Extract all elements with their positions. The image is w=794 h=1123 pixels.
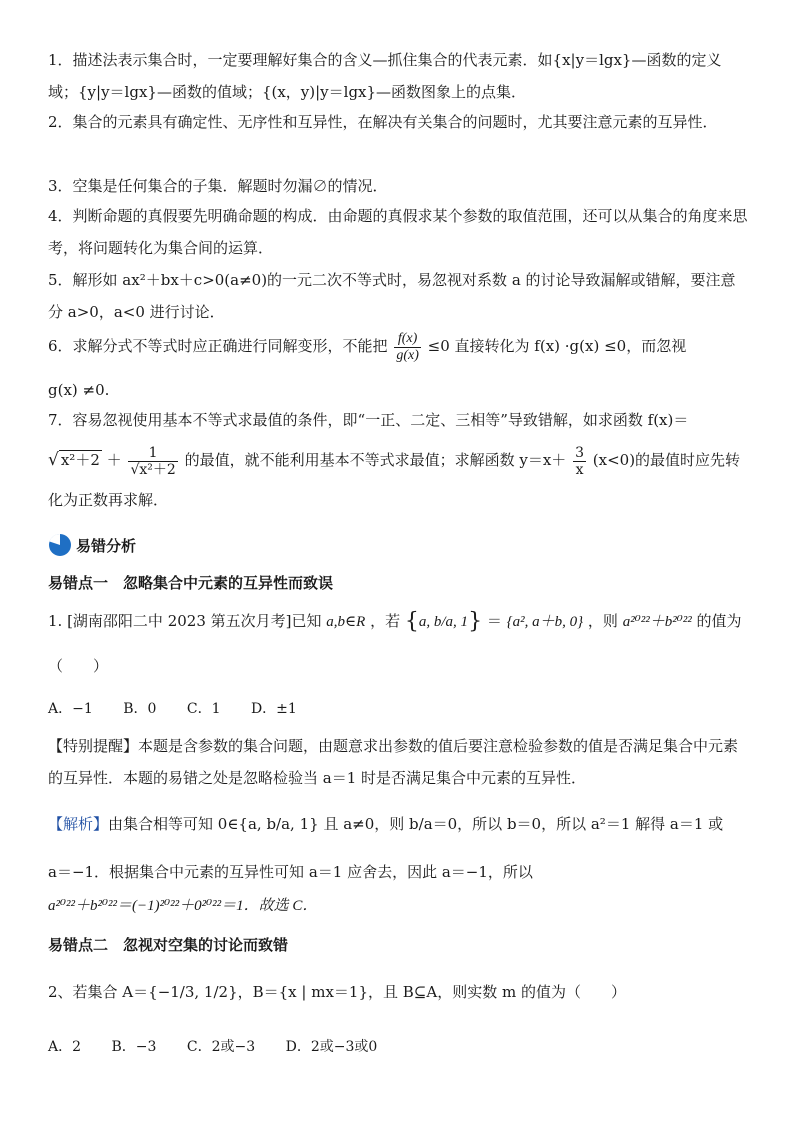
- note-7: [48, 404, 750, 436]
- sqrt-sign: √: [48, 450, 59, 470]
- question-1: [48, 604, 750, 639]
- question-1-text-c: ，则: [587, 612, 618, 630]
- question-1-options: [48, 698, 323, 718]
- note-1-text: 1．描述法表示集合时，一定要理解好集合的含义—抓住集合的代表元素．如{x|y＝lgx}—函数的定义域；{y|y＝lgx}—函数的值域；{(x，y)|y＝lgx}—函数图象上的点集．: [48, 51, 722, 101]
- note-3: [48, 170, 750, 202]
- note-7-text-b: 的最值，就不能利用基本不等式求最值；求解函数 y＝x＋: [184, 451, 567, 469]
- right-brace: }: [468, 609, 483, 634]
- question-2-options: [48, 1036, 403, 1056]
- solution-result: [48, 890, 750, 922]
- note-6: [48, 330, 750, 364]
- option-b[interactable]: B．−3: [111, 1039, 157, 1055]
- solution-text-c: a²⁰²²＋b²⁰²²＝(−1)²⁰²²＋0²⁰²²＝1．故选 C．: [48, 898, 318, 914]
- question-1-blank: （ ）: [48, 657, 109, 675]
- solution-label: 【解析】: [48, 815, 109, 833]
- note-6-text-c: g(x) ≠0.: [48, 381, 110, 399]
- question-1-set-1: a, b/a, 1: [418, 614, 469, 630]
- note-7-cont: [48, 440, 750, 520]
- note-5: [48, 264, 750, 328]
- option-d[interactable]: D．2或−3或0: [285, 1039, 378, 1055]
- option-c[interactable]: C．1: [186, 701, 221, 717]
- note-5-text: 5．解形如 ax²＋bx＋c>0(a≠0)的一元二次不等式时，易忽视对系数 a 的讨论导致漏解或错解，要注意分 a>0，a<0 进行讨论．: [48, 271, 736, 321]
- section-title: 易错分析: [76, 536, 137, 555]
- question-2-text: 2、若集合 A＝{−1/3, 1/2}，B＝{x | mx＝1}，且 B⊆A，则实数 m 的值为（ ）: [48, 983, 626, 1001]
- section-header: [48, 530, 136, 560]
- left-brace: {: [404, 609, 419, 634]
- question-1-text-d: 的值为: [696, 612, 742, 630]
- point-2-heading: 易错点二 忽视对空集的讨论而致错: [48, 936, 289, 954]
- question-1-vars: a,b∈R: [326, 614, 366, 630]
- note-7-fraction-den: √x²＋2: [130, 461, 176, 478]
- note-3-text: 3．空集是任何集合的子集．解题时勿漏∅的情况．: [48, 177, 388, 195]
- question-1-text-a: 1. [湖南邵阳二中 2023 第五次月考]已知: [48, 612, 322, 630]
- note-6-cont: [48, 374, 750, 406]
- solution-cont: [48, 856, 750, 888]
- note-7-fraction-num: 1: [128, 445, 177, 462]
- solution-text-a: 由集合相等可知 0∈{a, b/a, 1} 且 a≠0，则 b/a＝0，所以 b＝0，所以 a²＝1 解得 a＝1 或: [108, 815, 724, 833]
- note-2: [48, 106, 750, 138]
- note-6-fraction-num: f(x): [394, 331, 421, 348]
- special-tip: [48, 730, 750, 794]
- note-7-sqrt: x²＋2: [60, 451, 100, 469]
- solution: [48, 806, 750, 842]
- note-7-fraction-2: [573, 445, 586, 478]
- option-a[interactable]: A．2: [48, 1039, 82, 1055]
- note-7-fraction-2-den: x: [575, 461, 584, 478]
- note-4: [48, 200, 750, 264]
- note-7-text-c: (x<0)的最值时应先转化为正数再求解．: [48, 451, 741, 509]
- note-7-fraction-2-num: 3: [575, 444, 584, 461]
- option-a[interactable]: A．−1: [48, 701, 93, 717]
- point-1-heading: 易错点一 忽略集合中元素的互异性而致误: [48, 574, 334, 592]
- question-1-text-b: ，若: [370, 612, 401, 630]
- question-1-expr: a²⁰²²＋b²⁰²²: [622, 614, 692, 630]
- note-1: [48, 44, 750, 108]
- option-c[interactable]: C．2或−3: [186, 1039, 256, 1055]
- tip-label: 【特别提醒】: [48, 737, 139, 755]
- note-6-fraction-den: g(x): [396, 347, 419, 363]
- note-2-text: 2．集合的元素具有确定性、无序性和互异性，在解决有关集合的问题时，尤其要注意元素的互异性．: [48, 113, 718, 131]
- note-6-fraction: [394, 331, 421, 364]
- note-7-plus: ＋: [106, 451, 122, 469]
- note-4-text: 4．判断命题的真假要先明确命题的构成．由命题的真假求某个参数的取值范围，还可以从集合的角度来思考，将问题转化为集合间的运算．: [48, 207, 748, 257]
- question-2: [48, 976, 750, 1008]
- question-1-set-2: {a², a＋b, 0}: [506, 614, 584, 630]
- solution-text-b: a＝−1．根据集合中元素的互异性可知 a＝1 应舍去，因此 a＝−1，所以: [48, 863, 533, 881]
- tip-text: 本题是含参数的集合问题，由题意求出参数的值后要注意检验参数的值是否满足集合中元素的互异性．本题的易错之处是忽略检验当 a＝1 时是否满足集合中元素的互异性．: [48, 737, 739, 787]
- note-6-text-b: ≤0 直接转化为 f(x) ·g(x) ≤0，而忽视: [427, 337, 687, 355]
- option-d[interactable]: D．±1: [250, 701, 297, 717]
- note-7-text-a: 7．容易忽视使用基本不等式求最值的条件，即“一正、二定、三相等”导致错解，如求函数 f(x)＝: [48, 411, 689, 429]
- note-6-text-a: 6．求解分式不等式时应正确进行同解变形，不能把: [48, 337, 388, 355]
- note-7-fraction: [128, 445, 177, 478]
- pie-chart-icon: [48, 533, 72, 557]
- option-b[interactable]: B．0: [123, 701, 157, 717]
- question-1-eq: ＝: [486, 612, 502, 630]
